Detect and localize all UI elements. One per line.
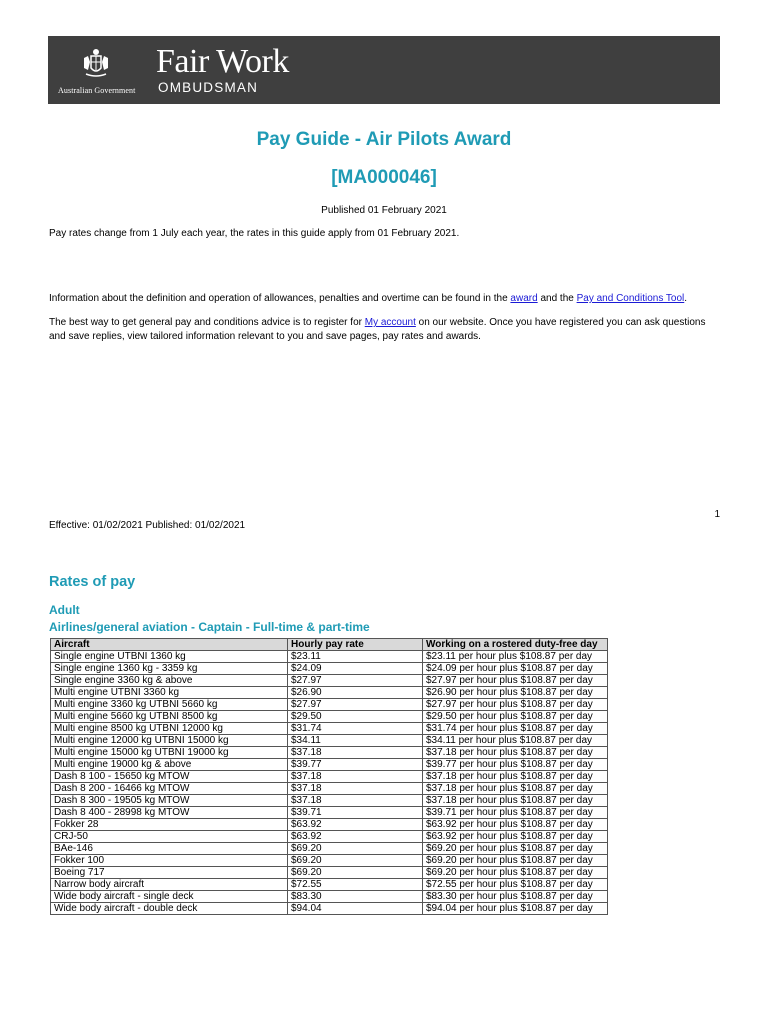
award-code: [MA000046] bbox=[331, 167, 437, 188]
table-header-row bbox=[51, 639, 608, 651]
cell-hourly-rate: $24.09 bbox=[288, 663, 423, 675]
cell-aircraft: Dash 8 200 - 16466 kg MTOW bbox=[51, 783, 288, 795]
cell-aircraft: BAe-146 bbox=[51, 843, 288, 855]
table-row bbox=[51, 855, 608, 867]
cell-aircraft: Narrow body aircraft bbox=[51, 879, 288, 891]
table-row bbox=[51, 891, 608, 903]
cell-duty-free-day: $72.55 per hour plus $108.87 per day bbox=[423, 879, 608, 891]
header-banner bbox=[48, 36, 720, 104]
cell-aircraft: Multi engine UTBNI 3360 kg bbox=[51, 687, 288, 699]
cell-duty-free-day: $37.18 per hour plus $108.87 per day bbox=[423, 771, 608, 783]
cell-duty-free-day: $27.97 per hour plus $108.87 per day bbox=[423, 699, 608, 711]
cell-hourly-rate: $69.20 bbox=[288, 867, 423, 879]
table-row bbox=[51, 687, 608, 699]
cell-duty-free-day: $63.92 per hour plus $108.87 per day bbox=[423, 831, 608, 843]
cell-duty-free-day: $24.09 per hour plus $108.87 per day bbox=[423, 663, 608, 675]
coat-of-arms-icon bbox=[78, 46, 114, 82]
cell-hourly-rate: $37.18 bbox=[288, 783, 423, 795]
cell-hourly-rate: $63.92 bbox=[288, 831, 423, 843]
cell-aircraft: Multi engine 19000 kg & above bbox=[51, 759, 288, 771]
cell-hourly-rate: $72.55 bbox=[288, 879, 423, 891]
table-row bbox=[51, 819, 608, 831]
cell-hourly-rate: $69.20 bbox=[288, 855, 423, 867]
table-row bbox=[51, 675, 608, 687]
cell-duty-free-day: $69.20 per hour plus $108.87 per day bbox=[423, 867, 608, 879]
cell-aircraft: Multi engine 8500 kg UTBNI 12000 kg bbox=[51, 723, 288, 735]
brand-title: Fair Work bbox=[156, 43, 289, 80]
cell-aircraft: Multi engine 15000 kg UTBNI 19000 kg bbox=[51, 747, 288, 759]
table-row bbox=[51, 747, 608, 759]
cell-duty-free-day: $29.50 per hour plus $108.87 per day bbox=[423, 711, 608, 723]
column-header-duty-free-day: Working on a rostered duty-free day bbox=[423, 639, 608, 651]
brand-subtitle: OMBUDSMAN bbox=[158, 80, 259, 95]
government-label: Australian Government bbox=[58, 86, 136, 95]
table-row bbox=[51, 843, 608, 855]
cell-hourly-rate: $29.50 bbox=[288, 711, 423, 723]
cell-hourly-rate: $39.77 bbox=[288, 759, 423, 771]
cell-aircraft: Dash 8 300 - 19505 kg MTOW bbox=[51, 795, 288, 807]
pay-rates-table bbox=[50, 638, 608, 915]
table-row bbox=[51, 783, 608, 795]
cell-hourly-rate: $27.97 bbox=[288, 699, 423, 711]
info-text-after: . bbox=[684, 293, 688, 304]
table-row bbox=[51, 795, 608, 807]
cell-aircraft: Single engine 3360 kg & above bbox=[51, 675, 288, 687]
page-number: 1 bbox=[714, 509, 720, 520]
table-row bbox=[51, 663, 608, 675]
cell-duty-free-day: $69.20 per hour plus $108.87 per day bbox=[423, 843, 608, 855]
table-row bbox=[51, 759, 608, 771]
cell-aircraft: Single engine 1360 kg - 3359 kg bbox=[51, 663, 288, 675]
my-account-link[interactable]: My account bbox=[364, 317, 416, 328]
table-row bbox=[51, 807, 608, 819]
table-body bbox=[51, 651, 608, 915]
cell-duty-free-day: $39.77 per hour plus $108.87 per day bbox=[423, 759, 608, 771]
table-row bbox=[51, 723, 608, 735]
cell-aircraft: Fokker 100 bbox=[51, 855, 288, 867]
cell-aircraft: CRJ-50 bbox=[51, 831, 288, 843]
advice-text-after: on our website. Once you have registered you can ask questions and save replies, view tailored information relevant to you and save pages, pay rates and awards. bbox=[49, 317, 706, 342]
cell-duty-free-day: $34.11 per hour plus $108.87 per day bbox=[423, 735, 608, 747]
table-row bbox=[51, 651, 608, 663]
table-row bbox=[51, 831, 608, 843]
table-row bbox=[51, 867, 608, 879]
cell-aircraft: Multi engine 5660 kg UTBNI 8500 kg bbox=[51, 711, 288, 723]
cell-hourly-rate: $83.30 bbox=[288, 891, 423, 903]
cell-aircraft: Dash 8 100 - 15650 kg MTOW bbox=[51, 771, 288, 783]
cell-hourly-rate: $27.97 bbox=[288, 675, 423, 687]
page-title: Pay Guide - Air Pilots Award bbox=[256, 129, 512, 150]
cell-duty-free-day: $39.71 per hour plus $108.87 per day bbox=[423, 807, 608, 819]
cell-hourly-rate: $37.18 bbox=[288, 795, 423, 807]
cell-hourly-rate: $23.11 bbox=[288, 651, 423, 663]
cell-duty-free-day: $37.18 per hour plus $108.87 per day bbox=[423, 783, 608, 795]
table-row bbox=[51, 711, 608, 723]
cell-duty-free-day: $37.18 per hour plus $108.87 per day bbox=[423, 795, 608, 807]
table-row bbox=[51, 879, 608, 891]
cell-duty-free-day: $31.74 per hour plus $108.87 per day bbox=[423, 723, 608, 735]
cell-hourly-rate: $34.11 bbox=[288, 735, 423, 747]
table-row bbox=[51, 903, 608, 915]
column-header-aircraft: Aircraft bbox=[51, 639, 288, 651]
advice-text-before: The best way to get general pay and conditions advice is to register for bbox=[49, 317, 365, 328]
table-heading: Airlines/general aviation - Captain - Full-time & part-time bbox=[49, 620, 370, 634]
cell-duty-free-day: $27.97 per hour plus $108.87 per day bbox=[423, 675, 608, 687]
cell-duty-free-day: $26.90 per hour plus $108.87 per day bbox=[423, 687, 608, 699]
cell-hourly-rate: $69.20 bbox=[288, 843, 423, 855]
cell-aircraft: Boeing 717 bbox=[51, 867, 288, 879]
intro-paragraph: Pay rates change from 1 July each year, the rates in this guide apply from 01 February 2021. bbox=[49, 228, 460, 239]
effective-date: Effective: 01/02/2021 Published: 01/02/2021 bbox=[49, 520, 246, 531]
cell-aircraft: Multi engine 12000 kg UTBNI 15000 kg bbox=[51, 735, 288, 747]
cell-aircraft: Single engine UTBNI 1360 kg bbox=[51, 651, 288, 663]
info-text-middle: and the bbox=[537, 293, 577, 304]
section-heading-rates: Rates of pay bbox=[49, 574, 136, 590]
cell-hourly-rate: $63.92 bbox=[288, 819, 423, 831]
table-row bbox=[51, 735, 608, 747]
cell-aircraft: Wide body aircraft - single deck bbox=[51, 891, 288, 903]
cell-aircraft: Wide body aircraft - double deck bbox=[51, 903, 288, 915]
cell-duty-free-day: $37.18 per hour plus $108.87 per day bbox=[423, 747, 608, 759]
cell-aircraft: Multi engine 3360 kg UTBNI 5660 kg bbox=[51, 699, 288, 711]
cell-duty-free-day: $23.11 per hour plus $108.87 per day bbox=[423, 651, 608, 663]
cell-duty-free-day: $94.04 per hour plus $108.87 per day bbox=[423, 903, 608, 915]
cell-aircraft: Fokker 28 bbox=[51, 819, 288, 831]
info-paragraph bbox=[49, 292, 719, 306]
cell-duty-free-day: $63.92 per hour plus $108.87 per day bbox=[423, 819, 608, 831]
table-row bbox=[51, 771, 608, 783]
award-link[interactable]: award bbox=[510, 293, 538, 304]
cell-hourly-rate: $94.04 bbox=[288, 903, 423, 915]
advice-paragraph bbox=[49, 316, 719, 343]
cell-hourly-rate: $26.90 bbox=[288, 687, 423, 699]
pay-conditions-tool-link[interactable]: Pay and Conditions Tool bbox=[576, 293, 685, 304]
cell-hourly-rate: $39.71 bbox=[288, 807, 423, 819]
section-heading-adult: Adult bbox=[49, 603, 80, 617]
column-header-hourly-rate: Hourly pay rate bbox=[288, 639, 423, 651]
cell-duty-free-day: $69.20 per hour plus $108.87 per day bbox=[423, 855, 608, 867]
table-row bbox=[51, 699, 608, 711]
cell-aircraft: Dash 8 400 - 28998 kg MTOW bbox=[51, 807, 288, 819]
info-text-before: Information about the definition and operation of allowances, penalties and overtime can be found in the bbox=[49, 293, 511, 304]
published-date: Published 01 February 2021 bbox=[321, 205, 447, 216]
cell-hourly-rate: $37.18 bbox=[288, 747, 423, 759]
cell-hourly-rate: $37.18 bbox=[288, 771, 423, 783]
cell-hourly-rate: $31.74 bbox=[288, 723, 423, 735]
cell-duty-free-day: $83.30 per hour plus $108.87 per day bbox=[423, 891, 608, 903]
